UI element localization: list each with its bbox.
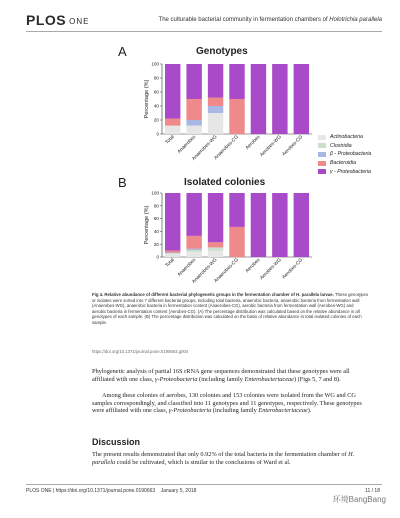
legend-swatch: [318, 152, 326, 157]
bar-segment: [186, 236, 201, 249]
footer-journal-doi[interactable]: PLOS ONE | https://doi.org/10.1371/journal.pone.0190663: [26, 488, 156, 494]
legend-label: β - Proteobacteria: [330, 151, 372, 158]
paragraph-1: [92, 368, 368, 383]
y-tick-label: 0: [156, 131, 159, 137]
figure-doi-link[interactable]: https://doi.org/10.1371/journal.pone.0190663.g004: [92, 349, 189, 354]
x-tick-label: Total: [164, 257, 176, 269]
running-title-prefix: The culturable bacterial community in fermentation chambers of: [158, 17, 330, 23]
footer-journal: [26, 488, 196, 494]
paragraph-2: [92, 392, 368, 415]
caption-lead: Fig 4. Relative abundance of different bacterial phylogenetic groups in the fermentation chamber of H. parallela larvae.: [92, 292, 334, 297]
bar-segment: [165, 126, 180, 134]
legend-item-clostridia: [318, 142, 371, 151]
bar-segment: [272, 193, 287, 257]
legend-label: γ - Proteobacteria: [330, 168, 371, 175]
bar-segment: [229, 193, 244, 227]
bar-segment: [208, 242, 223, 247]
p3-pre: The present results demonstrated that only 0.92% of the total bacteria in the fermentation chamber of: [92, 451, 349, 458]
legend-item-beta-proteobacteria: [318, 150, 371, 159]
bar-segment: [186, 99, 201, 120]
p3-post: could be cultivated, which is similar to the conclusions of Ward et al.: [115, 458, 291, 466]
bar-segment: [186, 249, 201, 250]
bar-segment: [186, 252, 201, 257]
bar-segment: [186, 250, 201, 252]
y-tick-label: 100: [151, 61, 159, 67]
p1-pre: Phylogenetic analysis of partial 16S rRNA gene sequences demonstrated that these genotypes were all affiliated with one class,: [92, 368, 350, 383]
bar-segment: [165, 253, 180, 254]
bar-segment: [272, 64, 287, 134]
bar-segment: [208, 106, 223, 113]
watermark: 环境BangBang: [332, 495, 386, 504]
x-tick-label: Aerobes-CG: [281, 134, 305, 158]
bar-segment: [229, 227, 244, 257]
bar-segment: [251, 64, 266, 134]
bar-segment: [165, 254, 180, 257]
bar-segment: [251, 193, 266, 257]
x-tick-label: Total: [164, 134, 176, 146]
p3-species: H. parallela: [92, 451, 355, 466]
chart-b-title: Isolated colonies: [184, 177, 266, 188]
y-tick-label: 20: [153, 117, 159, 123]
discussion-heading: Discussion: [92, 437, 141, 447]
header-divider: [26, 31, 382, 32]
legend-item-gamma-proteobacteria: [318, 167, 371, 176]
legend-item-actinobacteria: [318, 133, 371, 142]
logo-suffix: ONE: [69, 16, 90, 26]
bar-segment: [208, 113, 223, 134]
p2-family: Enterobacteriaceae: [258, 407, 308, 415]
x-tick-label: Anaerobes-CG: [213, 257, 240, 285]
y-tick-label: 80: [153, 75, 159, 81]
y-tick-label: 20: [153, 241, 159, 247]
p2-mid: (including family: [211, 407, 259, 415]
y-tick-label: 40: [153, 103, 159, 109]
bar-segment: [208, 98, 223, 106]
bar-segment: [208, 247, 223, 250]
legend-swatch: [318, 161, 326, 166]
x-tick-label: Aerobes-WG: [259, 134, 283, 159]
legend-item-bacteroidia: [318, 159, 371, 168]
bar-segment: [294, 64, 309, 134]
x-tick-label: Anaerobes: [177, 134, 198, 155]
bar-segment: [165, 193, 180, 251]
panel-a-letter: A: [118, 44, 127, 59]
x-tick-label: Anaerobes-CG: [213, 134, 240, 162]
bar-segment: [165, 253, 180, 254]
chart-a: [140, 60, 320, 178]
y-tick-label: 60: [153, 89, 159, 95]
bar-segment: [229, 64, 244, 99]
p2-taxon: γ-Proteobacteria: [168, 407, 212, 415]
bar-segment: [186, 193, 201, 236]
running-title: [159, 17, 382, 23]
x-tick-label: Aerobes: [245, 257, 262, 275]
caption-text: These genotypes or isolates were sorted into 7 different bacterial groups, including total bacteria, anaerobic bacteria, anaerobic bacteria from fermentation wall (Anaerobes-WG), anaerobic bacteria in fermentation content (Anaerobes-CG), aerobic bacteria from fermentation wall (Aerobes-WG) and aerobic bacteria in fermentation content (Aerobes-CG). (A) The percentage distribution was calculated based on the relative abundance in all genotypes of each sample. (B) The percentage distribution was calculated on the basis of relative abundance in total isolated colonies of each sample.: [92, 292, 368, 325]
running-title-species: Holotrichia parallela: [329, 17, 382, 23]
y-axis-label: Percentage (%): [144, 79, 150, 119]
bar-segment: [165, 251, 180, 253]
p1-post: ) (Figs 5, 7 and 8).: [293, 375, 341, 383]
bar-segment: [165, 119, 180, 126]
bar-segment: [208, 64, 223, 98]
y-tick-label: 0: [156, 254, 159, 260]
figure-caption: [92, 292, 368, 326]
chart-legend: [318, 133, 371, 176]
bar-segment: [186, 126, 201, 134]
bar-segment: [186, 120, 201, 126]
bar-segment: [208, 193, 223, 242]
bar-segment: [208, 251, 223, 257]
paragraph-3: [92, 451, 368, 466]
legend-label: Bacteroidia: [330, 160, 356, 167]
x-tick-label: Anaerobes: [177, 257, 198, 278]
y-tick-label: 60: [153, 216, 159, 222]
p1-family: Enterobacteriaceae: [244, 375, 294, 383]
y-tick-label: 80: [153, 203, 159, 209]
chart-a-title: Genotypes: [196, 46, 248, 57]
footer-divider: [26, 484, 382, 485]
legend-swatch: [318, 143, 326, 148]
logo-text: PLOS: [26, 12, 67, 28]
legend-swatch: [318, 169, 326, 174]
bar-segment: [186, 64, 201, 99]
p2-post: ).: [307, 407, 312, 415]
bar-segment: [165, 64, 180, 119]
bar-segment: [229, 99, 244, 134]
x-tick-label: Aerobes-WG: [259, 257, 283, 282]
page-number: 11 / 18: [365, 488, 380, 494]
panel-b-letter: B: [118, 175, 127, 190]
legend-label: Clostridia: [330, 142, 352, 149]
x-tick-label: Anaerobes-WG: [191, 134, 219, 162]
legend-swatch: [318, 135, 326, 140]
x-tick-label: Aerobes-CG: [281, 257, 305, 281]
y-axis-label: Percentage (%): [144, 205, 150, 245]
x-tick-label: Aerobes: [245, 134, 262, 152]
x-tick-label: Anaerobes-WG: [191, 257, 219, 285]
legend-label: Actinobacteria: [330, 134, 363, 141]
chart-b: [140, 190, 320, 290]
p1-mid: (including family: [197, 375, 245, 383]
y-tick-label: 100: [151, 190, 159, 196]
p1-taxon: γ-Proteobacteria: [155, 375, 198, 383]
y-tick-label: 40: [153, 229, 159, 234]
bar-segment: [294, 193, 309, 257]
footer-date: January 5, 2018: [160, 488, 197, 494]
p2-pre: Among these colonies of aerobes, 130 colonies and 153 colonies were isolated from the WG and CG samples correspondingly, and classified into 11 genotypes and 11 genotypes, respectively. These genotypes were affiliated with one class,: [92, 392, 362, 415]
plos-logo: [26, 12, 89, 28]
